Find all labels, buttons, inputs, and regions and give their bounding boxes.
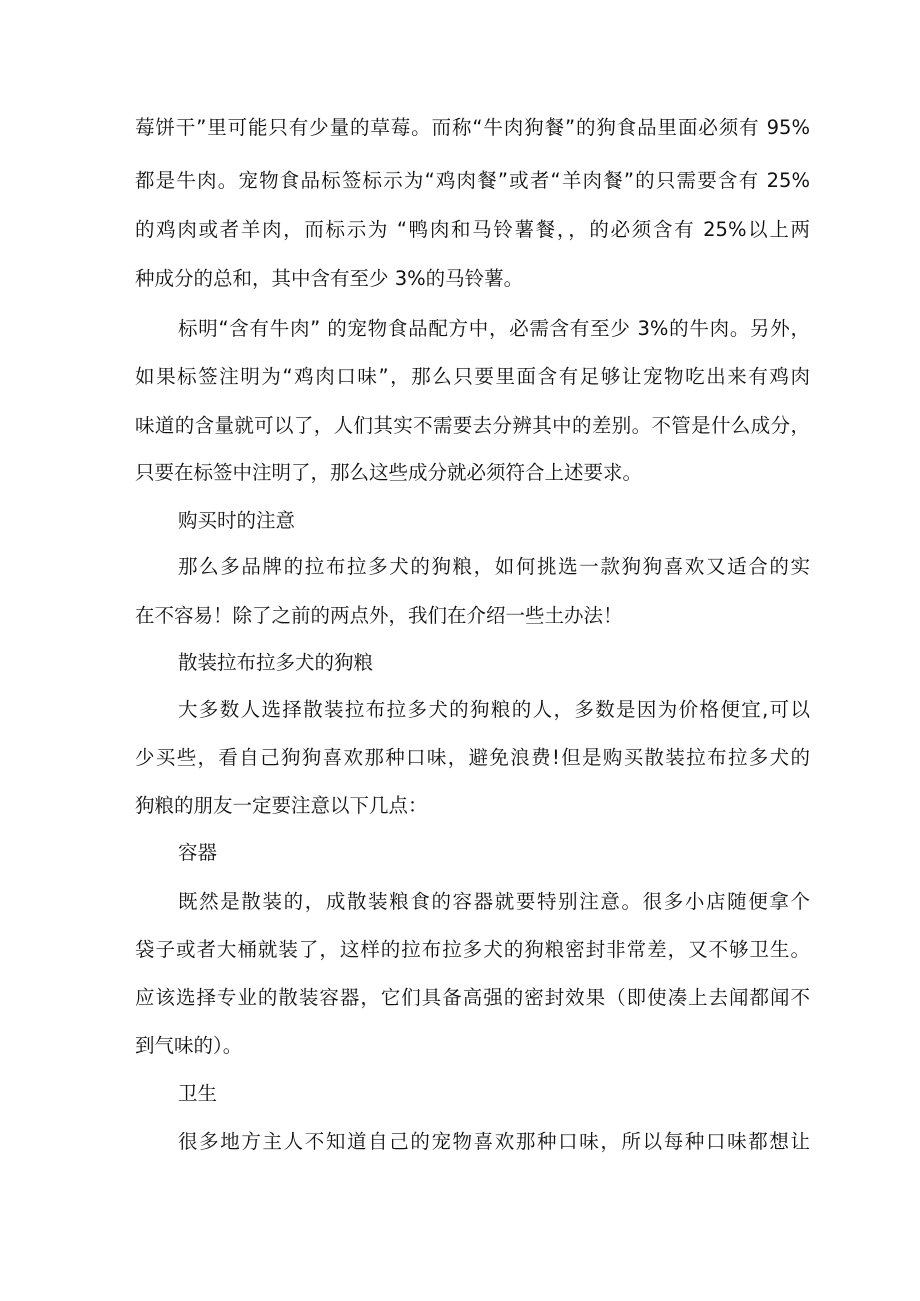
text-line: 少买些，看自己狗狗喜欢那种口味，避免浪费!但是购买散装拉布拉多犬的 — [135, 746, 810, 769]
text-line: 莓饼干”里可能只有少量的草莓。而称“牛肉狗餐”的狗食品里面必须有 95% — [135, 116, 810, 139]
text-line: 味道的含量就可以了，人们其实不需要去分辨其中的差别。不管是什么成分， — [135, 414, 810, 437]
section-heading: 购买时的注意 — [178, 509, 296, 532]
text-line: 标明“含有牛肉” 的宠物食品配方中，必需含有至少 3%的牛肉。另外， — [178, 317, 810, 340]
section-heading: 容器 — [178, 841, 218, 864]
text-line: 在不容易！除了之前的两点外，我们在介绍一些土办法！ — [135, 604, 623, 627]
text-line: 狗粮的朋友一定要注意以下几点： — [135, 794, 428, 817]
text-line: 如果标签注明为“鸡肉口味”，那么只要里面含有足够让宠物吃出来有鸡肉 — [135, 365, 810, 388]
text-line: 都是牛肉。宠物食品标签标示为“鸡肉餐”或者“羊肉餐”的只需要含有 25% — [135, 169, 810, 192]
text-line: 只要在标签中注明了，那么这些成分就必须符合上述要求。 — [135, 461, 643, 484]
text-line: 应该选择专业的散装容器，它们具备高强的密封效果（即使凑上去闻都闻不 — [135, 986, 810, 1009]
text-line: 很多地方主人不知道自己的宠物喜欢那种口味，所以每种口味都想让 — [178, 1130, 810, 1153]
text-line: 大多数人选择散装拉布拉多犬的狗粮的人，多数是因为价格便宜,可以 — [178, 698, 810, 721]
text-line: 到气味的）。 — [135, 1034, 243, 1057]
text-line: 既然是散装的，成散装粮食的容器就要特别注意。很多小店随便拿个 — [178, 890, 810, 913]
text-line: 那么多品牌的拉布拉多犬的狗粮，如何挑选一款狗狗喜欢又适合的实 — [178, 555, 810, 578]
text-line: 的鸡肉或者羊肉，而标示为 “鸭肉和马铃薯餐，，的必须含有 25%以上两 — [135, 218, 810, 241]
section-heading: 散装拉布拉多犬的狗粮 — [178, 651, 374, 674]
text-line: 袋子或者大桶就装了，这样的拉布拉多犬的狗粮密封非常差，又不够卫生。 — [135, 938, 810, 961]
section-heading: 卫生 — [178, 1082, 218, 1105]
text-line: 种成分的总和，其中含有至少 3%的马铃薯。 — [135, 267, 524, 290]
